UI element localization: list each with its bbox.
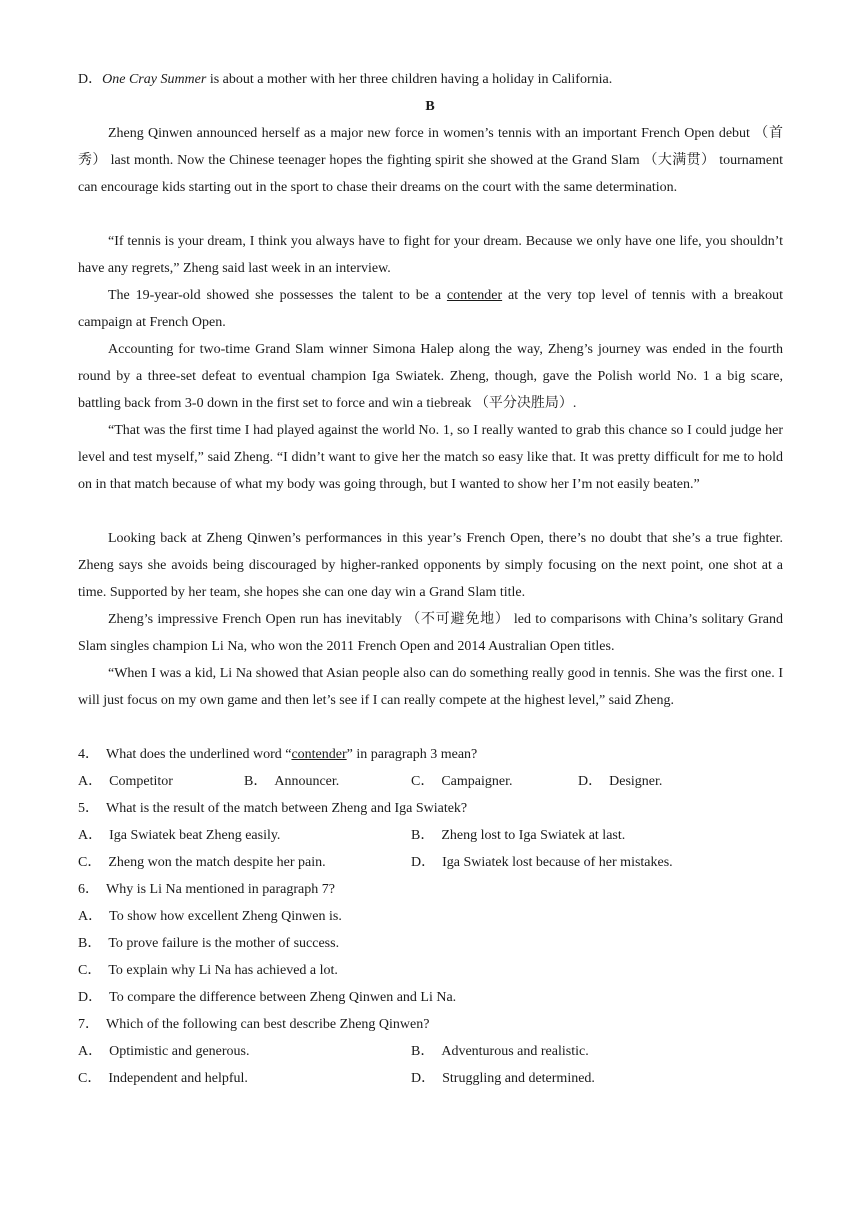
option-text: To compare the difference between Zheng Qinwen and Li Na. [109,990,457,1005]
option-label: C． [411,774,435,789]
q7-option-b [411,1038,589,1065]
q6-option-b [78,930,339,957]
q4-option-c [411,768,513,795]
q7-option-d [411,1065,595,1092]
underlined-word: contender [446,288,503,303]
passage-paragraph-6: Looking back at Zheng Qinwen’s performances in this year’s French Open, there’s no doubt that she’s a true fighter. Zheng says she avoids being discouraged by higher-ranked opponents by simply focusing on the next point, one shot at a time. Supported by her team, she hopes she can one day win a Grand Slam title. [78,531,783,600]
option-text: To show how excellent Zheng Qinwen is. [109,909,342,924]
q6-option-d [78,984,456,1011]
question-4-stem [78,741,477,768]
question-number: 6． [78,882,99,897]
q6-option-a [78,903,342,930]
option-label: A． [78,774,103,789]
option-label: C． [78,855,102,870]
q5-option-b [411,822,625,849]
option-label: B． [411,828,435,843]
book-title: One Cray Summer [102,72,207,87]
option-text: Iga Swiatek beat Zheng easily. [109,828,281,843]
option-label: B． [244,774,268,789]
question-7-stem [78,1011,429,1038]
section-heading: B [425,99,435,114]
option-label: D． [411,855,436,870]
option-text: Struggling and determined. [442,1071,595,1086]
option-text: Adventurous and realistic. [441,1044,589,1059]
option-label: B． [78,936,102,951]
q5-option-a [78,822,280,849]
option-label: C． [78,963,102,978]
option-text: Campaigner. [441,774,513,789]
passage-paragraph-5: “That was the first time I had played against the world No. 1, so I really wanted to grab this chance so I could judge her level and test myself,” said Zheng. “I didn’t want to give her the match so easy like that. It was pretty difficult for me to hold on in that match because of what my body was going through, but I wanted to show her I’m not easily beaten.” [78,423,783,492]
option-label: A． [78,1044,103,1059]
option-label: D． [578,774,603,789]
stem-text: Which of the following can best describe Zheng Qinwen? [106,1017,430,1032]
stem-text: ” in paragraph 3 mean? [346,747,478,762]
passage-paragraph-2: “If tennis is your dream, I think you always have to fight for your dream. Because we only have one life, you shouldn’t have any regrets,” Zheng said last week in an interview. [78,234,783,276]
option-label: D． [78,990,103,1005]
underlined-word: contender [291,747,347,762]
option-label: B． [411,1044,435,1059]
question-number: 7． [78,1017,99,1032]
option-text: Iga Swiatek lost because of her mistakes. [442,855,673,870]
option-text: To explain why Li Na has achieved a lot. [108,963,338,978]
passage-paragraph-3 [78,282,783,336]
option-text: Independent and helpful. [108,1071,248,1086]
option-text: Optimistic and generous. [109,1044,250,1059]
question-number: 5． [78,801,99,816]
option-label: C． [78,1071,102,1086]
stem-text: What is the result of the match between Zheng and Iga Swiatek? [106,801,468,816]
q4-option-a [78,768,173,795]
option-label: D． [411,1071,436,1086]
passage-paragraph-7: Zheng’s impressive French Open run has inevitably （不可避免地） led to comparisons with China’s solitary Grand Slam singles champion Li Na, who won the 2011 French Open and 2014 Australian Open titles. [78,612,783,654]
option-label: D． [78,72,103,87]
stem-text: Why is Li Na mentioned in paragraph 7? [106,882,335,897]
option-text: Announcer. [274,774,340,789]
paragraph-text: The 19-year-old showed she possesses the talent to be a [108,288,447,303]
question-number: 4． [78,747,99,762]
question-6-stem [78,876,335,903]
passage-paragraph-1: Zheng Qinwen announced herself as a major new force in women’s tennis with an important French Open debut （首秀） last month. Now the Chinese teenager hopes the fighting spirit she showed at the Grand Slam （大满贯） tournament can encourage kids starting out in the sport to chase their dreams on the court with the same determination. [78,126,783,195]
q7-option-c [78,1065,248,1092]
option-text: Zheng lost to Iga Swiatek at last. [441,828,626,843]
q7-option-a [78,1038,250,1065]
paragraph-text: at the very top level of tennis with a breakout campaign at French Open. [78,288,783,330]
question-5-stem [78,795,467,822]
q6-option-c [78,957,338,984]
passage-paragraph-8: “When I was a kid, Li Na showed that Asian people also can do something really good in tennis. She was the first one. I will just focus on my own game and then let’s see if I can really compete at the highest level,” said Zheng. [78,666,783,708]
stem-text: What does the underlined word “ [106,747,292,762]
option-label: A． [78,909,103,924]
passage-paragraph-4: Accounting for two-time Grand Slam winner Simona Halep along the way, Zheng’s journey was ended in the fourth round by a three-set defeat to eventual champion Iga Swiatek. Zheng, though, gave the Polish world No. 1 a big scare, battling back from 3-0 down in the first set to force and win a tiebreak （平分决胜局）. [78,342,783,411]
q4-option-b [244,768,339,795]
prev-option-d [78,66,612,93]
option-text: Designer. [609,774,663,789]
q5-option-c [78,849,326,876]
q5-option-d [411,849,673,876]
q4-option-d [578,768,662,795]
option-text: is about a mother with her three children having a holiday in California. [206,72,613,87]
option-text: Zheng won the match despite her pain. [108,855,326,870]
option-text: Competitor [109,774,173,789]
option-label: A． [78,828,103,843]
option-text: To prove failure is the mother of success. [108,936,340,951]
